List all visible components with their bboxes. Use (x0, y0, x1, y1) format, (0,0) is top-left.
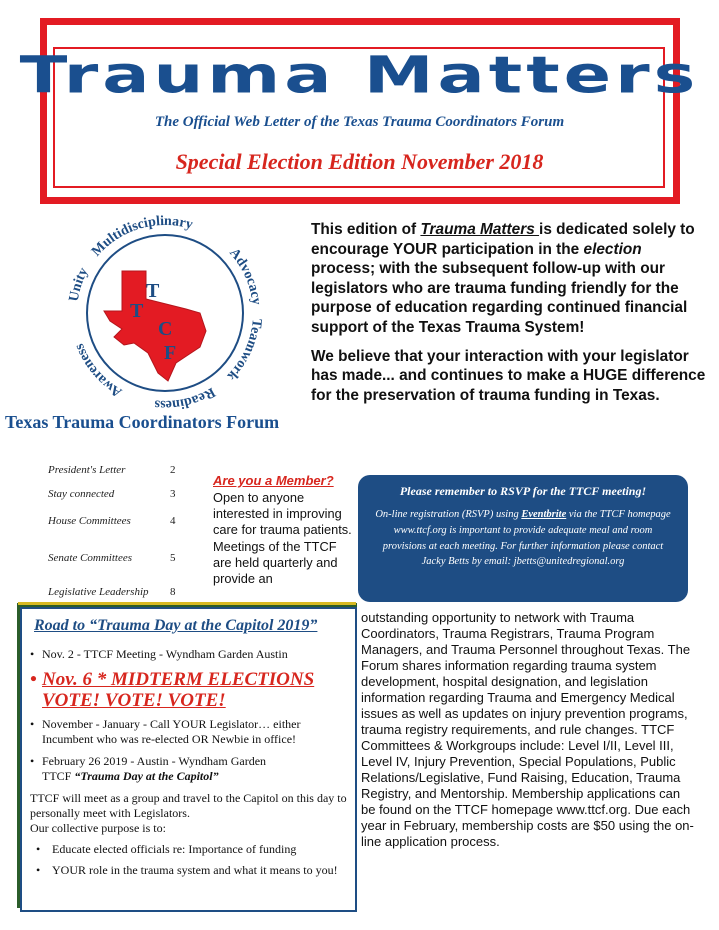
edition-title: Special Election Edition November 2018 (175, 149, 544, 174)
toc-label: Stay connected (48, 488, 115, 500)
logo-ring-word-5: Multidisciplinary (89, 213, 195, 260)
rsvp-bubble (358, 475, 688, 602)
toc-page: 2 (170, 464, 176, 476)
road-list (30, 647, 350, 884)
svg-text:Advocacy (226, 246, 263, 306)
toc-label: House Committees (48, 515, 131, 527)
road-item-midterm: • Nov. 6 * MIDTERM ELECTIONS VOTE! VOTE! VOTE! (30, 669, 350, 711)
intro-text-b: is dedicated solely to encourage YOUR participation in the (311, 221, 695, 258)
logo-ring-word-6: Advocacy (226, 245, 264, 306)
toc-item[interactable] (48, 488, 188, 500)
logo-ring-word-3: Awareness (71, 341, 125, 400)
rsvp-heading: Please remember to RSVP for the TTCF meeting! (399, 484, 647, 498)
intro-election-emphasis: election (583, 240, 642, 258)
newsletter-title: Trauma Matters (19, 45, 700, 105)
road-item-february-date: February 26 2019 - Austin - Wyndham Garden (42, 754, 267, 768)
toc-item[interactable] (48, 464, 188, 476)
toc-item[interactable] (48, 586, 188, 598)
toc-page: 4 (170, 515, 176, 527)
trauma-day-title: “Trauma Day at the Capitol” (74, 769, 219, 783)
road-to-trauma-day-box (20, 607, 357, 912)
toc-page: 3 (170, 488, 176, 500)
toc-label: President's Letter (48, 464, 126, 476)
road-item-february-ttcf: TTCF (42, 769, 75, 783)
toc-item[interactable] (48, 552, 188, 564)
intro-text-a: This edition of (311, 221, 421, 238)
road-item-call-legislator: • November - January - Call YOUR Legislator… either Incumbent who was re-elected OR Newbie in office! (30, 717, 350, 747)
toc-label: Senate Committees (48, 552, 133, 564)
intro-paragraph-2: We believe that your interaction with your legislator has made... and continues to make a HUGE difference for the preservation of trauma funding in Texas. (311, 347, 706, 404)
rsvp-body (372, 507, 674, 570)
member-text: Open to anyone interested in improving care for trauma patients. Meetings of the TTCF are held quarterly and provide an (213, 490, 352, 587)
toc-label: Legislative Leadership (48, 586, 149, 598)
ttcf-logo (50, 213, 280, 413)
toc-page: 5 (170, 552, 176, 564)
logo-letter-c: C (158, 318, 173, 340)
road-item-nov2: • Nov. 2 - TTCF Meeting - Wyndham Garden Austin (30, 647, 350, 662)
road-heading: Road to “Trauma Day at the Capitol 2019” (34, 617, 318, 634)
logo-letter-t1: T (146, 280, 160, 302)
membership-body-text: outstanding opportunity to network with Trauma Coordinators, Trauma Registrars, Trauma Program Managers, and Trauma Personnel throughout Texas. The Forum shares information regarding trauma system development, hospital designation, and legislation information regarding Trauma and Emergency Medical issues as well as updates on injury prevention programs, trauma registry requirements, and rule changes. TTCF Committees & Workgroups include: Level I/II, Level III, Level IV, Injury Prevention, Special Populations, Public Relations/Legislative, Fund Raising, Education, Trauma Registry, and Mentorship. Membership applications can be found on the TTCF homepage www.ttcf.org. Due each year in February, membership costs are $50 using the on-line application process. (361, 610, 694, 849)
logo-ring-word-1: Teamwork (223, 317, 264, 384)
road-purpose: Our collective purpose is to: (30, 821, 166, 835)
member-heading: Are you a Member? (213, 473, 334, 488)
toc-page: 8 (170, 586, 176, 598)
road-box-accent (18, 602, 356, 605)
eventbrite-link[interactable]: Eventbrite (521, 509, 567, 520)
svg-text:Teamwork (224, 318, 264, 383)
road-paragraph: TTCF will meet as a group and travel to the Capitol on this day to personally meet with Legislators. (30, 791, 347, 820)
intro-text (311, 220, 706, 414)
svg-text:Awareness (72, 341, 125, 400)
intro-paragraph-1 (311, 220, 706, 338)
trauma-matters-link: Trauma Matters (420, 221, 540, 238)
logo-ring-word-4: Unity (66, 265, 92, 303)
ttcf-logo-graphic (50, 213, 280, 413)
logo-caption: Texas Trauma Coordinators Forum (5, 412, 280, 432)
road-sub-your-role: • YOUR role in the trauma system and what it means to you! (30, 863, 350, 878)
road-sub-educate: • Educate elected officials re: Importance of funding (30, 842, 350, 857)
logo-letter-t2: T (130, 300, 144, 322)
rsvp-text-a: On-line registration (RSVP) using (375, 509, 522, 520)
rsvp-text-b: via the TTCF homepage www.ttcf.org is important to provide adequate meal and room provisions at each meeting. For further information please contact Jacky Betts by email: jbetts@unitedregional.org (382, 509, 671, 568)
road-item-february (30, 754, 350, 784)
logo-ring-word-2: Readiness (153, 383, 218, 413)
intro-text-c: process; with the subsequent follow-up with our legislators who are trauma funding friendly for the purpose of education regarding continued financial support of the Texas Trauma System! (311, 260, 688, 336)
toc-item[interactable] (48, 515, 188, 527)
newsletter-subtitle: The Official Web Letter of the Texas Trauma Coordinators Forum (154, 114, 565, 130)
logo-letter-f: F (164, 342, 177, 364)
